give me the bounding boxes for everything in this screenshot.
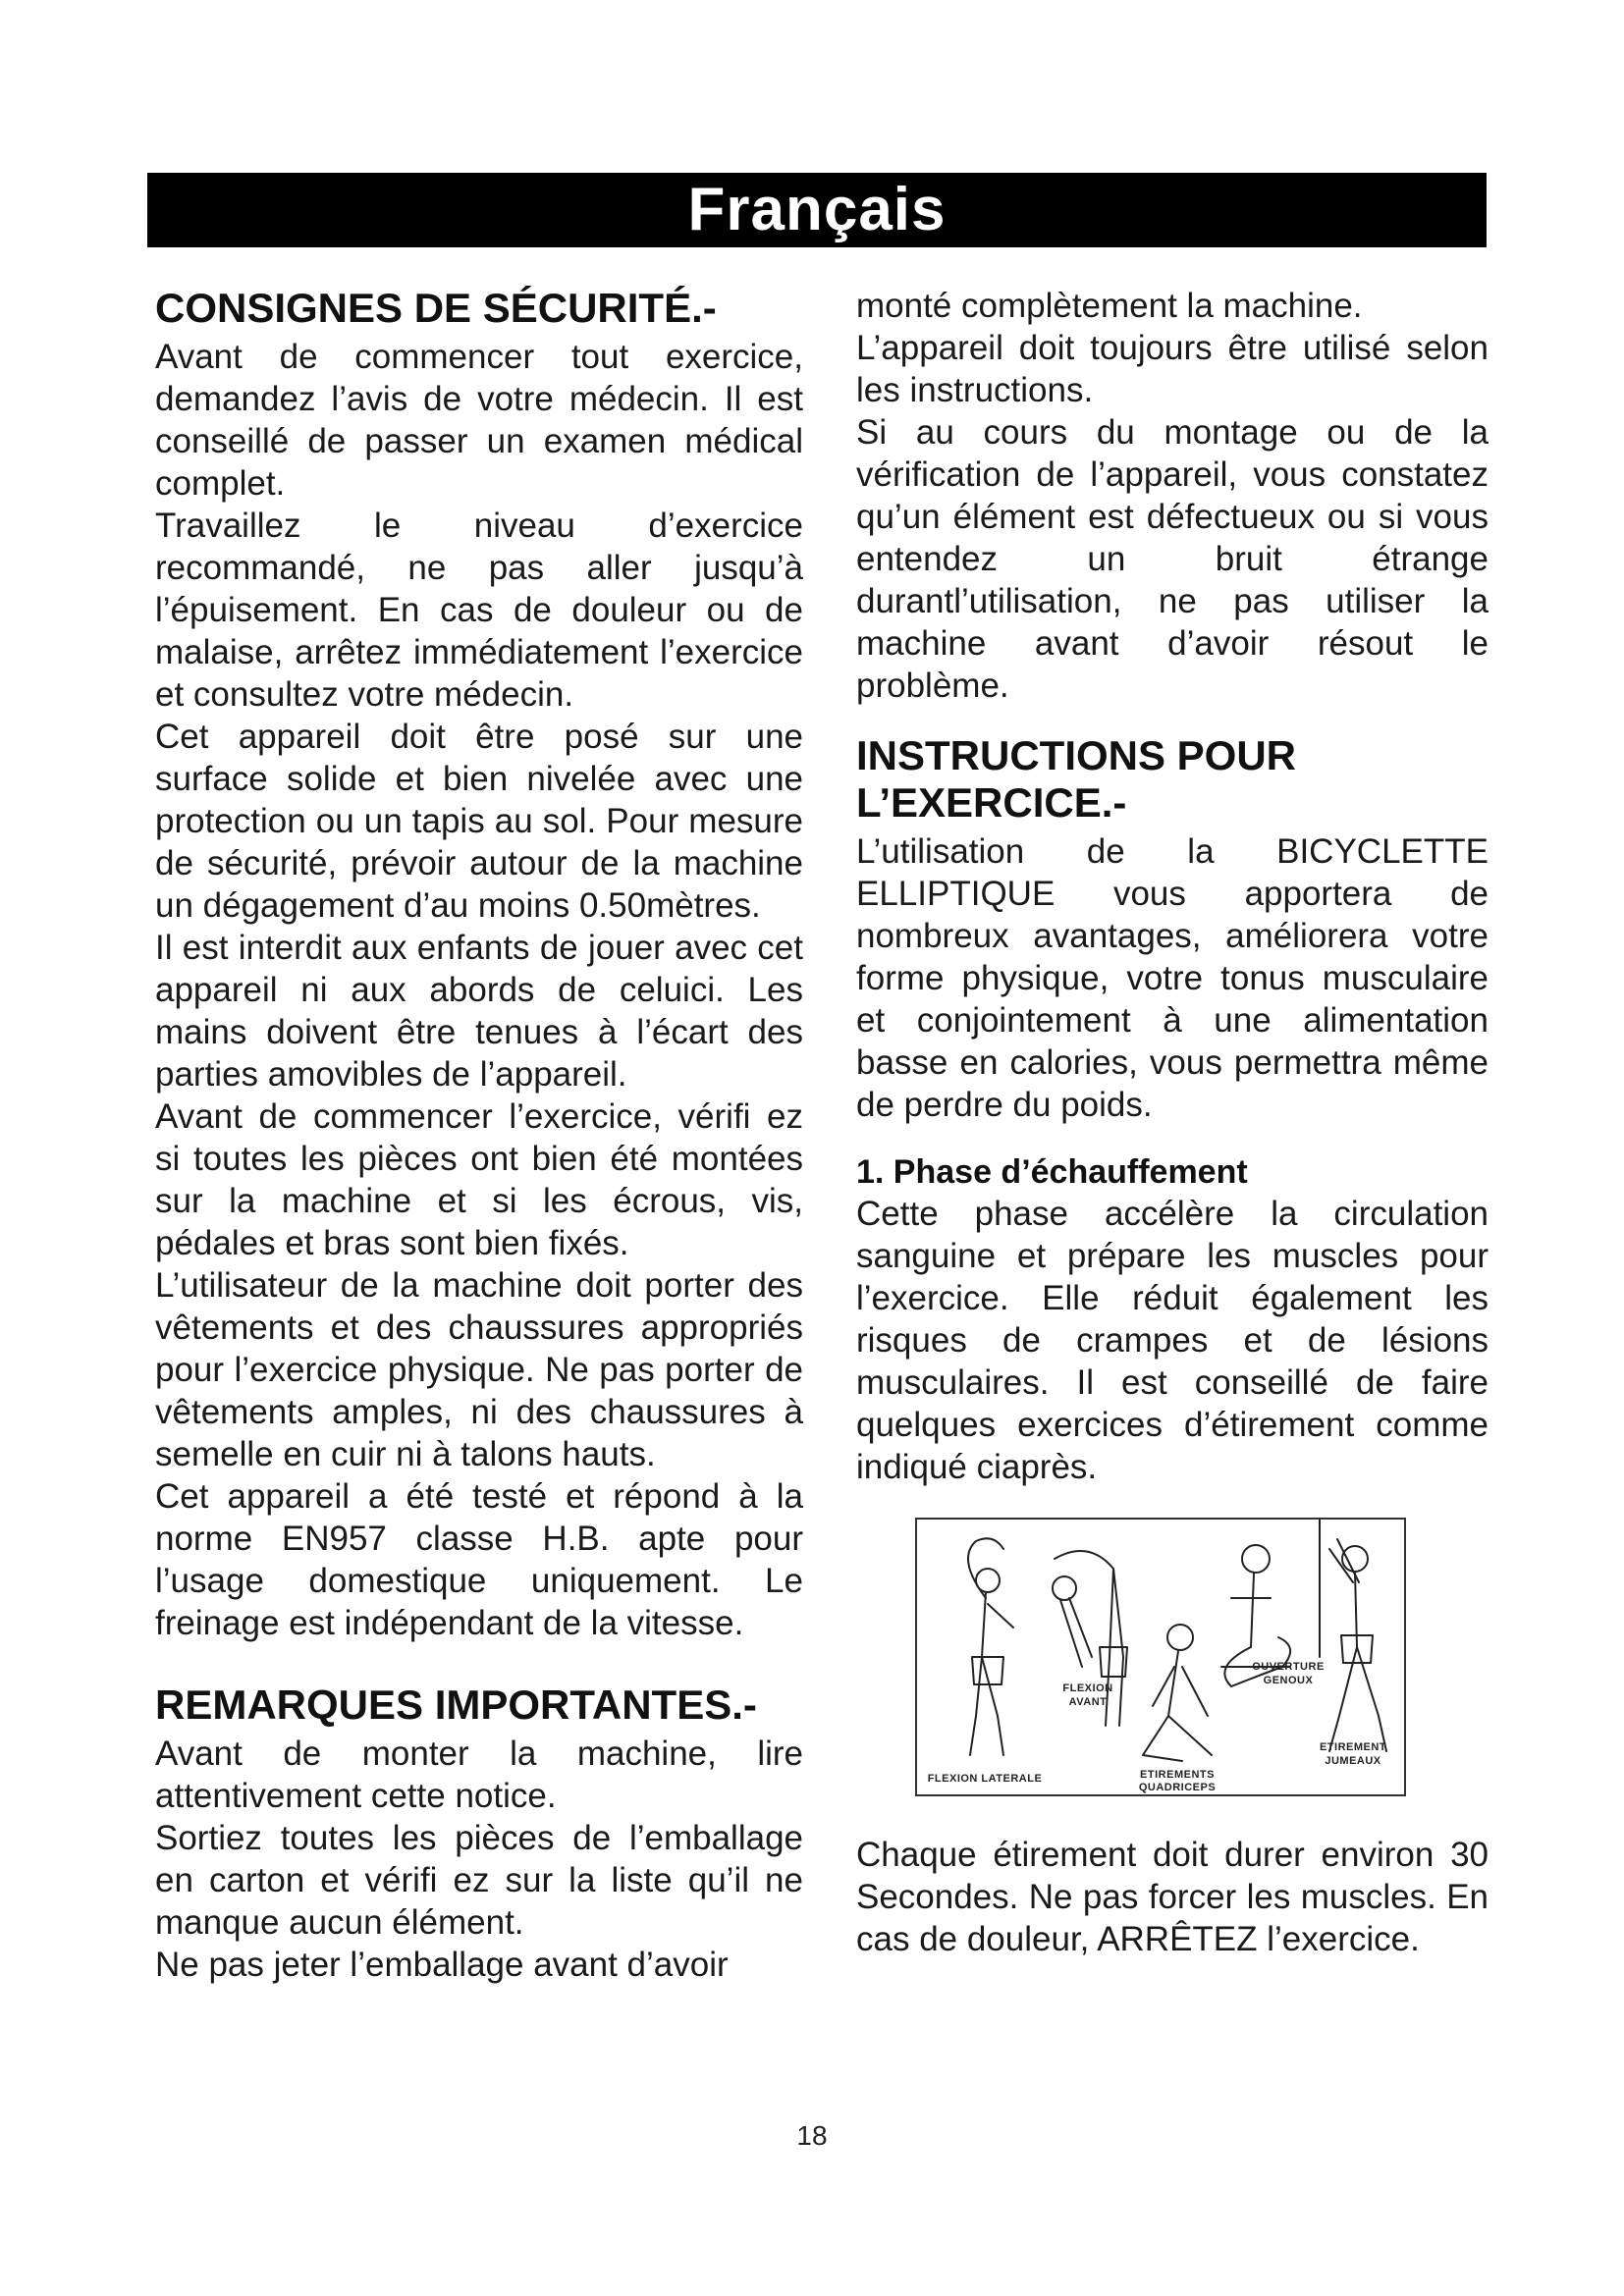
- warmup-heading: 1. Phase d’échauffement: [856, 1153, 1248, 1191]
- safety-paragraph: L’utilisateur de la machine doit porter des vêtements et des chaussures appropriés pour l’exercice physique. Ne pas porter de vêtements amples, ni des chaussures à semelle en cuir ni à talons hauts.: [155, 1266, 803, 1473]
- remarks-paragraph: Avant de monter la machine, lire attentivement cette notice.: [155, 1735, 803, 1815]
- language-title: Français: [687, 176, 947, 243]
- safety-paragraph: Travaillez le niveau d’exercice recommandé, ne pas aller jusqu’à l’épuisement. En cas de douleur ou de malaise, arrêtez immédiatement l’exercice et consultez votre médecin.: [155, 507, 803, 714]
- label-etirement-jumeaux-2: JUMEAUX: [1325, 1755, 1381, 1767]
- label-ouverture-1: OUVERTURE: [1252, 1661, 1325, 1673]
- exercise-heading-line2: L’EXERCICE.-: [856, 779, 1127, 826]
- safety-paragraph: Cet appareil a été testé et répond à la norme EN957 classe H.B. apte pour l’usage domestique uniquement. Le freinage est indépendant de la vitesse.: [155, 1477, 803, 1642]
- remarks-continued-paragraph: monté complètement la machine.: [856, 287, 1363, 325]
- exercise-heading-line1: INSTRUCTIONS POUR: [856, 732, 1297, 778]
- exercise-intro: L’utilisation de la BICYCLETTE ELLIPTIQUE vous apportera de nombreux avantages, améliorera votre forme physique, votre tonus musculaire et conjointement à une alimentation basse en calories, vous permettra même de perdre du poids.: [856, 832, 1489, 1124]
- stretching-illustration: [915, 1518, 1406, 1796]
- label-flexion-avant-1: FLEXION: [1062, 1682, 1113, 1694]
- safety-paragraph: Cet appareil doit être posé sur une surface solide et bien nivelée avec une protection ou un tapis au sol. Pour mesure de sécurité, prévoir autour de la machine un dégagement d’au moins 0.50mètres.: [155, 718, 803, 925]
- remarks-paragraph: Sortiez toutes les pièces de l’emballage en carton et vérifi ez sur la liste qu’il ne manque aucun élément.: [155, 1819, 803, 1942]
- right-column: [856, 285, 1489, 1960]
- remarks-continued-paragraph: L’appareil doit toujours être utilisé selon les instructions.: [856, 329, 1489, 409]
- quadriceps-stretch-figure: [1143, 1625, 1212, 1761]
- safety-heading: CONSIGNES DE SÉCURITÉ.-: [155, 285, 717, 331]
- label-flexion-avant-2: AVANT: [1068, 1696, 1108, 1708]
- page-number: 18: [796, 2120, 828, 2151]
- label-flexion-laterale: FLEXION LATERALE: [927, 1773, 1043, 1785]
- warmup-text: Cette phase accélère la circulation sanguine et prépare les muscles pour l’exercice. Elle réduit également les risques de crampes et de lésions musculaires. Il est conseillé de faire quelques exercices d’étirement comme indiqué ciaprès.: [856, 1195, 1489, 1486]
- label-etirement-jumeaux-1: ETIREMENT: [1319, 1741, 1387, 1753]
- calf-stretch-figure: [1320, 1520, 1386, 1751]
- remarks-heading: REMARQUES IMPORTANTES.-: [155, 1682, 757, 1728]
- exercise-heading: [856, 732, 1489, 827]
- closing-text: Chaque étirement doit durer environ 30 Secondes. Ne pas forcer les muscles. En cas de douleur, ARRÊTEZ l’exercice.: [856, 1836, 1489, 1958]
- language-banner: [147, 173, 1487, 247]
- safety-paragraph: Avant de commencer tout exercice, demandez l’avis de votre médecin. Il est conseillé de passer un examen médical complet.: [155, 338, 803, 503]
- remarks-paragraph: Ne pas jeter l’emballage avant d’avoir: [155, 1946, 729, 1984]
- safety-paragraph: Il est interdit aux enfants de jouer avec cet appareil ni aux abords de celuici. Les mains doivent être tenues à l’écart des parties amovibles de l’appareil.: [155, 929, 803, 1094]
- label-etirements-quadriceps: ETIREMENTS QUADRICEPS: [1138, 1769, 1217, 1793]
- left-column: [155, 285, 803, 1986]
- safety-paragraph: Avant de commencer l’exercice, vérifi ez si toutes les pièces ont bien été montées sur la machine et si les écrous, vis, pédales et bras sont bien fixés.: [155, 1097, 803, 1262]
- remarks-continued-paragraph: Si au cours du montage ou de la vérification de l’appareil, vous constatez qu’un élément est défectueux ou si vous entendez un bruit étrange durantl’utilisation, ne pas utiliser la machine avant d’avoir résout le problème.: [856, 413, 1489, 705]
- side-bend-figure: [968, 1538, 1013, 1755]
- label-ouverture-2: GENOUX: [1263, 1675, 1314, 1686]
